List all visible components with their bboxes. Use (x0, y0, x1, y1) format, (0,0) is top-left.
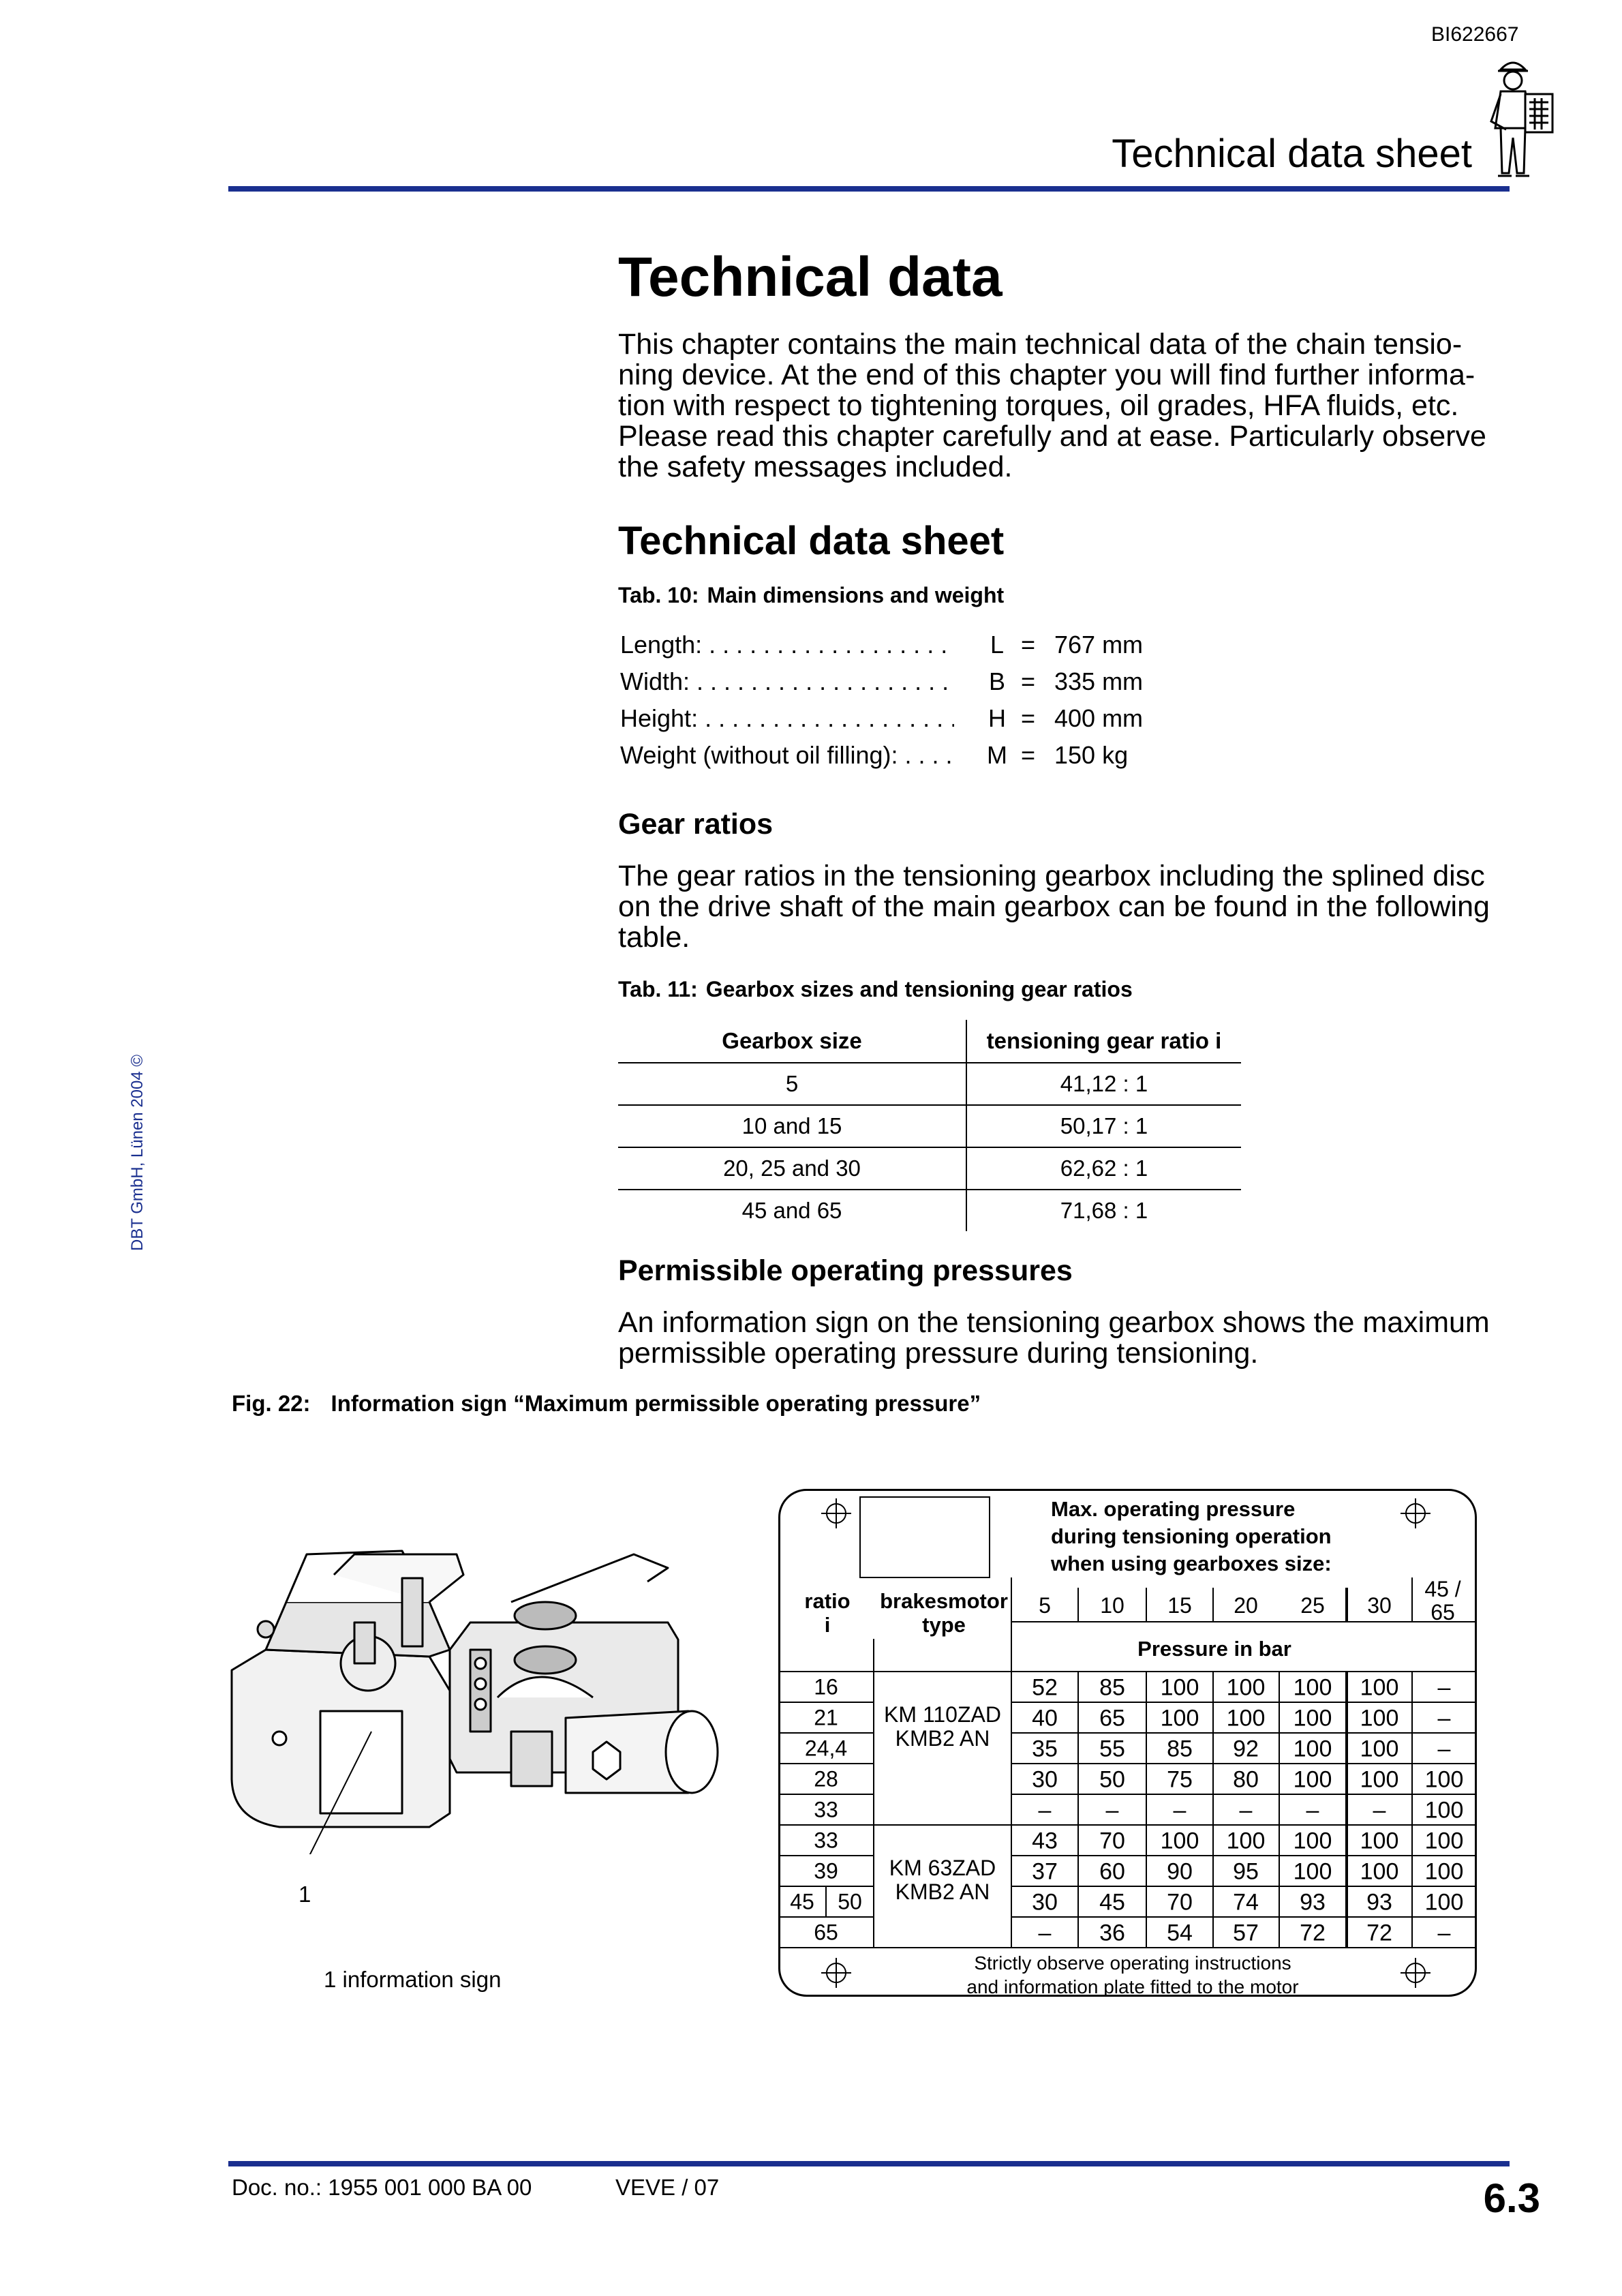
plate-pressure-value: 92 (1233, 1736, 1259, 1762)
plate-pressure-value: 85 (1099, 1674, 1125, 1701)
plate-motor-header: brakesmotor (880, 1589, 1008, 1613)
plate-pressure-value: 30 (1032, 1889, 1058, 1916)
plate-size-last: 45 / (1424, 1577, 1461, 1601)
plate-pressure-label: Pressure in bar (1137, 1637, 1291, 1661)
plate-size-last: 65 (1430, 1600, 1455, 1625)
plate-ratio: 28 (814, 1766, 838, 1792)
plate-ratio: 33 (814, 1828, 838, 1853)
plate-ratio: 45 (790, 1889, 814, 1914)
plate-pressure-value: 36 (1099, 1920, 1125, 1946)
dimension-label: Height: . . . (620, 704, 954, 733)
plate-pressure-value: 100 (1360, 1828, 1399, 1854)
plate-pressure-value: – (1437, 1920, 1451, 1946)
plate-pressure-value: 93 (1366, 1889, 1392, 1916)
table-row (618, 1063, 1241, 1105)
plate-ratio: 65 (814, 1920, 838, 1945)
table-header-row (618, 1020, 1241, 1063)
dimension-equals: = (1021, 741, 1036, 769)
plate-pressure-value: – (1239, 1797, 1253, 1824)
running-title: Technical data sheet (1112, 132, 1472, 176)
dimension-label: Length: . . . (620, 631, 954, 659)
plate-pressure-value: – (1105, 1797, 1119, 1824)
plate-pressure-value: 55 (1099, 1736, 1125, 1762)
table-cell: 10 and 15 (618, 1105, 966, 1147)
gear-ratios-title: Gear ratios (618, 808, 774, 841)
plate-size: 5 (1039, 1593, 1051, 1618)
intro-line: ning device. At the end of this chapter you will find further informa- (618, 359, 1475, 391)
plate-size: 10 (1100, 1593, 1124, 1618)
plate-size: 30 (1367, 1593, 1392, 1618)
technician-with-clipboard-icon (1486, 53, 1562, 181)
plate-pressure-value: 30 (1032, 1766, 1058, 1793)
plate-size: 15 (1167, 1593, 1192, 1618)
plate-ratio: 21 (814, 1705, 838, 1730)
header-rule (228, 186, 1510, 192)
plate-pressure-value: 60 (1099, 1858, 1125, 1885)
plate-pressure-value: – (1038, 1920, 1052, 1946)
plate-pressure-value: 100 (1424, 1797, 1464, 1824)
plate-ratio: 33 (814, 1797, 838, 1822)
plate-pressure-value: – (1437, 1705, 1451, 1732)
plate-pressure-value: 75 (1167, 1766, 1193, 1793)
table-row (618, 1105, 1241, 1147)
pressures-line: permissible operating pressure during tensioning. (618, 1337, 1259, 1370)
plate-motor-type: KMB2 AN (895, 1726, 990, 1751)
dimension-value: 767 mm (1054, 631, 1144, 659)
plate-pressure-value: 100 (1360, 1858, 1399, 1885)
plate-pressure-value: 40 (1032, 1705, 1058, 1732)
plate-pressure-value: 100 (1293, 1705, 1332, 1732)
figure-caption (232, 1391, 981, 1417)
pressures-title: Permissible operating pressures (618, 1254, 1073, 1287)
plate-pressure-value: 100 (1293, 1674, 1332, 1701)
plate-title-line: Max. operating pressure (1051, 1497, 1296, 1521)
plate-pressure-value: 100 (1226, 1674, 1266, 1701)
dimension-equals: = (1021, 667, 1036, 695)
plate-pressure-value: 70 (1167, 1889, 1193, 1916)
plate-pressure-value: 37 (1032, 1858, 1058, 1885)
table-cell: 50,17 : 1 (966, 1105, 1241, 1147)
tab11-title: Gearbox sizes and tensioning gear ratios (705, 977, 1133, 1001)
table-cell: 20, 25 and 30 (618, 1147, 966, 1190)
plate-title-line: when using gearboxes size: (1051, 1552, 1332, 1575)
dimension-symbol: L (990, 631, 1005, 659)
table-cell: 5 (618, 1063, 966, 1105)
plate-pressure-value: 57 (1233, 1920, 1259, 1946)
footer-rule (228, 2161, 1510, 2166)
plate-pressure-value: 95 (1233, 1858, 1259, 1885)
plate-pressure-value: 65 (1099, 1705, 1125, 1732)
plate-pressure-value: 100 (1293, 1828, 1332, 1854)
plate-pressure-value: 100 (1424, 1858, 1464, 1885)
table-row (618, 1147, 1241, 1190)
intro-paragraph (618, 329, 1504, 483)
plate-pressure-value: 100 (1360, 1736, 1399, 1762)
plate-ratio: 39 (814, 1858, 838, 1884)
plate-footer-line: and information plate fitted to the motor (966, 1976, 1299, 1997)
tab10-caption (618, 583, 1504, 608)
plate-pressure-value: 100 (1293, 1736, 1332, 1762)
plate-pressure-value: 35 (1032, 1736, 1058, 1762)
plate-pressure-value: – (1437, 1674, 1451, 1701)
document-id: BI622667 (1431, 23, 1519, 46)
plate-pressure-value: 100 (1160, 1828, 1199, 1854)
plate-pressure-value: 100 (1424, 1889, 1464, 1916)
plate-pressure-value: 100 (1424, 1766, 1464, 1793)
plate-pressure-value: 80 (1233, 1766, 1259, 1793)
plate-pressure-value: 100 (1160, 1705, 1199, 1732)
figure-number: Fig. 22: (232, 1391, 311, 1416)
gear-ratios-line: The gear ratios in the tensioning gearbox including the splined disc (618, 860, 1485, 892)
dimension-label: Weight (without oil filling): . . . (620, 741, 954, 770)
pressures-line: An information sign on the tensioning gearbox shows the maximum (618, 1306, 1490, 1339)
plate-pressure-value: 100 (1360, 1766, 1399, 1793)
footer-doc-number: Doc. no.: 1955 001 000 BA 00 (232, 2175, 532, 2200)
plate-pressure-value: 50 (1099, 1766, 1125, 1793)
plate-pressure-value: 100 (1424, 1828, 1464, 1854)
gear-ratios-paragraph (618, 861, 1504, 953)
plate-pressure-value: 100 (1293, 1766, 1332, 1793)
plate-ratio: 16 (814, 1674, 838, 1700)
dimension-value: 150 kg (1054, 741, 1129, 769)
plate-pressure-value: 54 (1167, 1920, 1193, 1946)
plate-ratio-header: i (824, 1613, 831, 1637)
plate-motor-type: KM 63ZAD (889, 1856, 996, 1880)
plate-pressure-value: 100 (1226, 1705, 1266, 1732)
gear-ratios-line: on the drive shaft of the main gearbox can be found in the following (618, 890, 1490, 923)
plate-title-line: during tensioning operation (1051, 1524, 1332, 1548)
table-header: tensioning gear ratio i (966, 1020, 1241, 1063)
dimension-value: 335 mm (1054, 667, 1144, 695)
table-cell: 62,62 : 1 (966, 1147, 1241, 1190)
intro-line: the safety messages included. (618, 451, 1013, 483)
plate-pressure-value: 52 (1032, 1674, 1058, 1701)
pressures-paragraph (618, 1308, 1504, 1369)
plate-pressure-value: 100 (1293, 1858, 1332, 1885)
plate-pressure-value: 100 (1360, 1674, 1399, 1701)
callout-number: 1 (299, 1882, 311, 1907)
gearbox-illustration (225, 1527, 733, 1854)
plate-motor-type: KMB2 AN (895, 1879, 990, 1904)
plate-size: 25 (1300, 1593, 1325, 1618)
plate-pressure-value: 85 (1167, 1736, 1193, 1762)
plate-motor-type: KM 110ZAD (884, 1702, 1001, 1727)
plate-pressure-value: 90 (1167, 1858, 1193, 1885)
intro-line: This chapter contains the main technical data of the chain tensio- (618, 328, 1463, 361)
table-cell: 41,12 : 1 (966, 1063, 1241, 1105)
plate-pressure-value: 100 (1226, 1828, 1266, 1854)
plate-footer-line: Strictly observe operating instructions (974, 1952, 1291, 1974)
tab11-caption (618, 977, 1504, 1002)
plate-pressure-value: 70 (1099, 1828, 1125, 1854)
plate-pressure-value: – (1038, 1797, 1052, 1824)
figure-legend: 1 information sign (324, 1967, 502, 1992)
plate-values-grid (1032, 1675, 1463, 1946)
tab11-number: Tab. 11: (618, 977, 698, 1001)
plate-pressure-value: 100 (1360, 1705, 1399, 1732)
plate-size: 20 (1234, 1593, 1258, 1618)
plate-ratio: 24,4 (804, 1736, 848, 1761)
plate-pressure-value: 74 (1233, 1889, 1259, 1916)
side-copyright: DBT GmbH, Lünen 2004 © (128, 1054, 147, 1251)
table-cell: 45 and 65 (618, 1190, 966, 1231)
intro-line: Please read this chapter carefully and at ease. Particularly observe (618, 420, 1486, 453)
tab10-title: Main dimensions and weight (707, 583, 1005, 607)
page-number: 6.3 (1483, 2175, 1540, 2221)
dimension-equals: = (1021, 631, 1036, 659)
dimension-symbol: M (987, 741, 1007, 769)
table-cell: 71,68 : 1 (1060, 1198, 1148, 1223)
gear-ratios-line: table. (618, 921, 690, 954)
plate-pressure-value: 93 (1300, 1889, 1326, 1916)
plate-pressure-value: 100 (1160, 1674, 1199, 1701)
gear-ratio-table (618, 1020, 1241, 1231)
page-title: Technical data (618, 246, 1003, 308)
plate-ratio-header: ratio (804, 1589, 851, 1613)
plate-pressure-value: 43 (1032, 1828, 1058, 1854)
plate-pressure-value: – (1173, 1797, 1187, 1824)
plate-pressure-value: – (1437, 1736, 1451, 1762)
plate-motor-header: type (922, 1613, 966, 1637)
plate-pressure-value: – (1306, 1797, 1319, 1824)
table-header: Gearbox size (618, 1020, 966, 1063)
figure-title: Information sign “Maximum permissible operating pressure” (331, 1391, 981, 1416)
dimension-symbol: B (988, 667, 1005, 695)
plate-pressure-value: 72 (1300, 1920, 1326, 1946)
dimension-symbol: H (988, 704, 1006, 732)
tab10-number: Tab. 10: (618, 583, 699, 607)
dimension-equals: = (1021, 704, 1036, 732)
intro-line: tion with respect to tightening torques, oil grades, HFA fluids, etc. (618, 389, 1459, 422)
plate-ratio: 50 (838, 1889, 862, 1914)
information-plate (778, 1489, 1477, 1997)
plate-pressure-value: 45 (1099, 1889, 1125, 1916)
dimension-label: Width: . . . (620, 667, 954, 696)
footer-version: VEVE / 07 (615, 2175, 720, 2200)
dimension-value: 400 mm (1054, 704, 1144, 732)
table-row (618, 1190, 1241, 1231)
plate-pressure-value: 72 (1366, 1920, 1392, 1946)
plate-pressure-value: – (1373, 1797, 1386, 1824)
section-title: Technical data sheet (618, 519, 1005, 563)
